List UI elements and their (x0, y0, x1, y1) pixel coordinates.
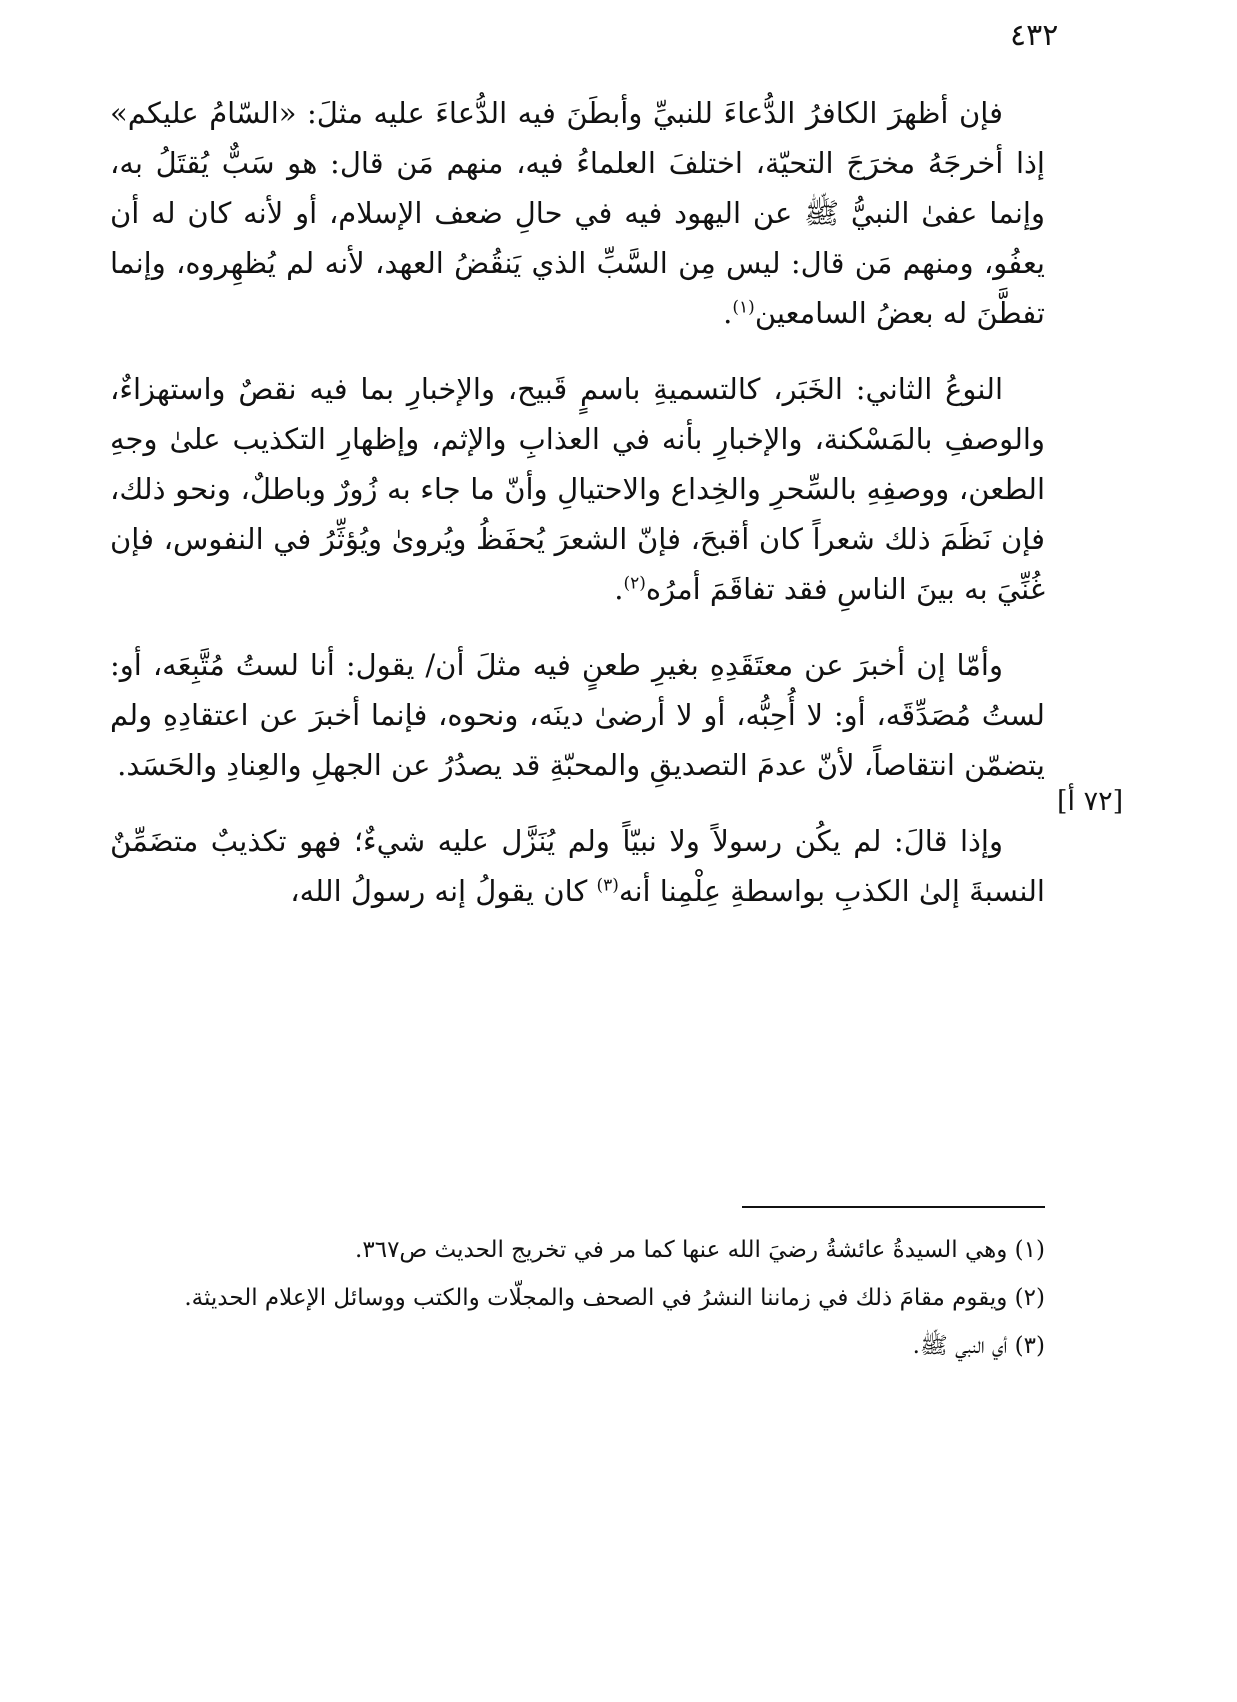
margin-folio-note: [٧٢ أ] (1057, 786, 1124, 817)
footnotes (110, 1230, 1045, 1374)
footnote-reference: (١) (732, 297, 755, 318)
paragraph-text: وأمّا إن أخبرَ عن معتَقَدِهِ بغيرِ طعنٍ فيه مثلَ أن/ يقول: أنا لستُ مُتَّبِعَه، أو: لستُ مُصَدِّقَه، أو: لا أُحِبُّه، أو لا أرضىٰ دينَه، ونحوه، فإنما أخبرَ عن اعتقادِهِ ولم يتضمّن انتقاصاً، لأنّ عدمَ التصديقِ والمحبّةِ قد يصدُرُ عن الجهلِ والعِنادِ والحَسَد. (110, 648, 1045, 782)
paragraph-text: النوعُ الثاني: الخَبَر، كالتسميةِ باسمٍ قَبيح، والإخبارِ بما فيه نقصٌ واستهزاءٌ، والوصفِ بالمَسْكنة، والإخبارِ بأنه في العذابِ والإثم، وإظهارِ التكذيب علىٰ وجهِ الطعن، ووصفِهِ بالسِّحرِ والخِداع والاحتيالِ وأنّ ما جاء به زُورٌ وباطلٌ، ونحو ذلك، فإن نَظَمَ ذلك شعراً كان أقبحَ، فإنّ الشعرَ يُحفَظُ ويُروىٰ ويُؤثِّرُ في النفوس، فإن غُنِّيَ به بينَ الناسِ فقد تفاقَمَ أمرُه (110, 372, 1045, 606)
paragraph-text: فإن أظهرَ الكافرُ الدُّعاءَ للنبيِّ وأبطَنَ فيه الدُّعاءَ عليه مثلَ: «السّامُ عليكم» إذا أخرجَهُ مخرَجَ التحيّة، اختلفَ العلماءُ فيه، منهم مَن قال: هو سَبٌّ يُقتَلُ به، وإنما عفىٰ النبيُّ ﷺ عن اليهود فيه في حالِ ضعف الإسلام، أو لأنه كان له أن يعفُو، ومنهم مَن قال: ليس مِن السَّبِّ الذي يَنقُضُ العهد، لأنه لم يُظهِروه، وإنما تفطَّنَ له بعضُ السامعين (110, 96, 1045, 330)
paragraph-end: . (723, 296, 733, 330)
paragraph-end: . (614, 572, 624, 606)
paragraph-text: وإذا قالَ: لم يكُن رسولاً ولا نبيّاً ولم يُنَزَّل عليه شيءٌ؛ فهو تكذيبٌ متضَمِّنٌ النسبةَ إلىٰ الكذبِ بواسطةِ عِلْمِنا أنه (110, 824, 1045, 908)
paragraph (110, 364, 1045, 614)
footnote: (٣) أي النبي ﷺ. (912, 1333, 1045, 1359)
paragraph (110, 88, 1045, 338)
footnote: (١) وهي السيدةُ عائشةُ رضيَ الله عنها كما مر في تخريج الحديث ص٣٦٧. (355, 1237, 1045, 1263)
paragraph (110, 640, 1045, 790)
page-number: ٤٣٢ (1010, 18, 1059, 53)
paragraph-end: كان يقولُ إنه رسولُ الله، (290, 874, 597, 908)
footnote: (٢) ويقوم مقامَ ذلك في زماننا النشرُ في الصحف والمجلّات والكتب ووسائل الإعلام الحديثة. (184, 1285, 1045, 1311)
footnote-reference: (٢) (623, 573, 646, 594)
paragraph (110, 816, 1045, 916)
footnote-reference: (٣) (596, 875, 619, 896)
footnote-separator (742, 1206, 1045, 1208)
main-text (110, 88, 1045, 942)
